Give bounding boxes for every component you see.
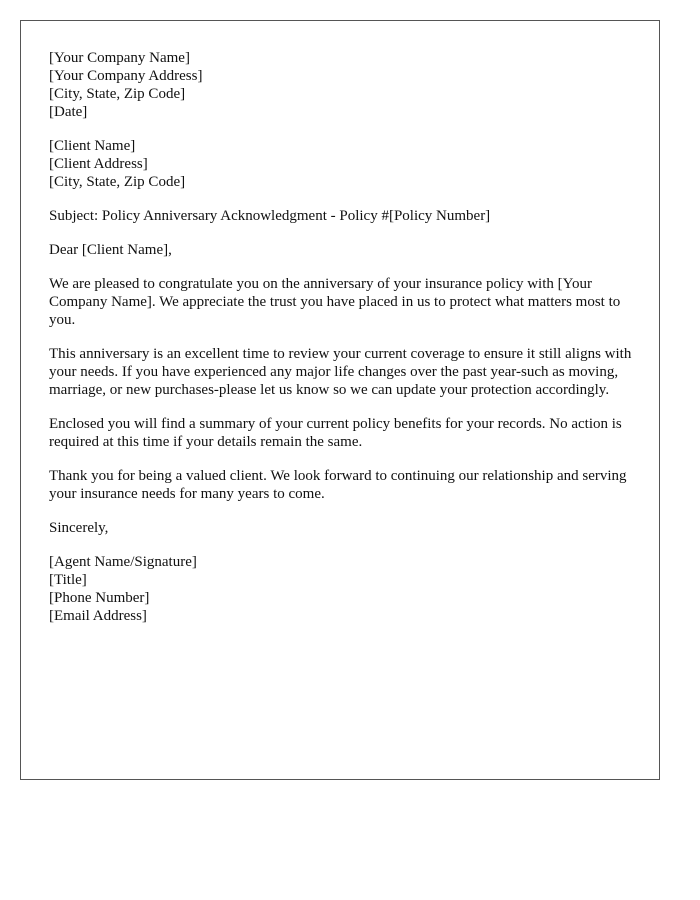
signature-block bbox=[49, 553, 633, 625]
letter-page bbox=[20, 20, 660, 780]
signature-email: [Email Address] bbox=[49, 608, 147, 624]
sender-company-address: [Your Company Address] bbox=[49, 68, 203, 84]
body-paragraph-2: This anniversary is an excellent time to review your current coverage to ensure it still aligns with your needs. If you have experienced any major life changes over the past year-such as moving, marriage, or new purchases-please let us know so we can update your protection accordingly. bbox=[49, 346, 632, 398]
body-paragraph-3: Enclosed you will find a summary of your current policy benefits for your records. No action is required at this time if your details remain the same. bbox=[49, 416, 622, 450]
sender-city-state-zip: [City, State, Zip Code] bbox=[49, 86, 186, 102]
recipient-client-name: [Client Name] bbox=[49, 138, 136, 154]
subject-line: Subject: Policy Anniversary Acknowledgment - Policy #[Policy Number] bbox=[49, 208, 491, 224]
sender-company-name: [Your Company Name] bbox=[49, 50, 190, 66]
signature-agent-name: [Agent Name/Signature] bbox=[49, 554, 197, 570]
signature-title: [Title] bbox=[49, 572, 87, 588]
salutation: Dear [Client Name], bbox=[49, 242, 172, 258]
body-paragraph-1: We are pleased to congratulate you on the anniversary of your insurance policy with [Your Company Name]. We appreciate the trust you have placed in us to protect what matters most to you. bbox=[49, 276, 621, 328]
letter-content bbox=[49, 49, 633, 625]
recipient-block bbox=[49, 137, 633, 191]
recipient-client-address: [Client Address] bbox=[49, 156, 148, 172]
recipient-city-state-zip: [City, State, Zip Code] bbox=[49, 174, 186, 190]
closing: Sincerely, bbox=[49, 520, 109, 536]
letter-date: [Date] bbox=[49, 104, 88, 120]
body-paragraph-4: Thank you for being a valued client. We look forward to continuing our relationship and serving your insurance needs for many years to come. bbox=[49, 468, 627, 502]
signature-phone: [Phone Number] bbox=[49, 590, 150, 606]
sender-block bbox=[49, 49, 633, 121]
